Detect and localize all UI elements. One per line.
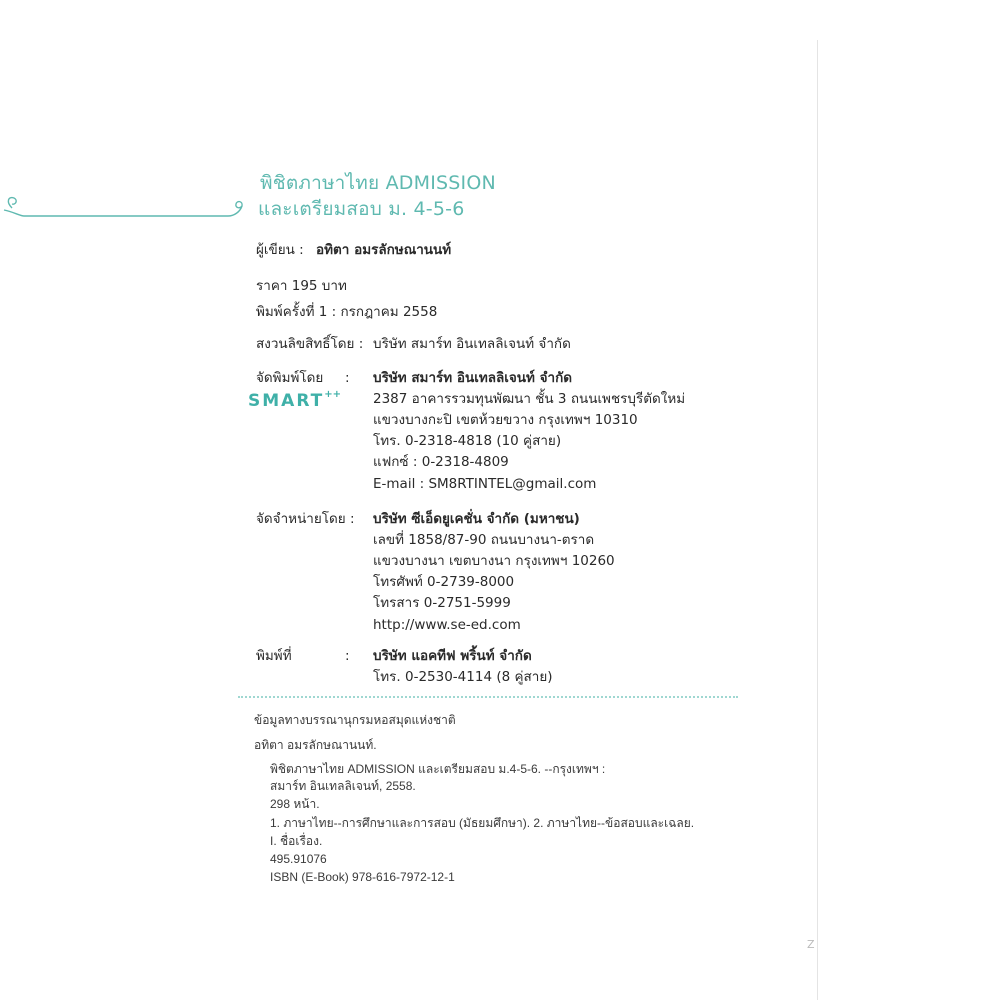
printer-colon: :	[345, 648, 350, 664]
publisher-fax: แฟกซ์ : 0-2318-4809	[373, 454, 509, 470]
cataloging-line2: สมาร์ท อินเทลลิเจนท์, 2558.	[270, 779, 416, 793]
publisher-label: จัดพิมพ์โดย	[256, 370, 324, 386]
book-title-line2: และเตรียมสอบ ม. 4-5-6	[258, 198, 465, 220]
distributor-address2: แขวงบางนา เขตบางนา กรุงเทพฯ 10260	[373, 553, 615, 569]
smart-logo	[248, 391, 341, 411]
distributor-name: บริษัท ซีเอ็ดยูเคชั่น จำกัด (มหาชน)	[373, 511, 580, 527]
price: ราคา 195 บาท	[256, 278, 347, 294]
cataloging-line3: 298 หน้า.	[270, 797, 320, 811]
cataloging-author: อทิตา อมรลักษณานนท์.	[254, 738, 377, 752]
smart-logo-sup: ++	[324, 389, 342, 401]
copyright-label: สงวนลิขสิทธิ์โดย :	[256, 336, 364, 352]
publisher-name: บริษัท สมาร์ท อินเทลลิเจนท์ จำกัด	[373, 370, 573, 386]
cataloging-isbn: ISBN (E-Book) 978-616-7972-12-1	[270, 870, 455, 884]
page-edge-line	[817, 40, 818, 1000]
cataloging-line6: 495.91076	[270, 852, 327, 866]
printer-label: พิมพ์ที่	[256, 648, 292, 664]
author-label: ผู้เขียน :	[256, 242, 304, 258]
distributor-phone: โทรศัพท์ 0-2739-8000	[373, 574, 515, 590]
book-title-line1: พิชิตภาษาไทย ADMISSION	[260, 172, 496, 194]
page-mark: Z	[807, 938, 815, 951]
cataloging-heading: ข้อมูลทางบรรณานุกรมหอสมุดแห่งชาติ	[254, 713, 456, 727]
printer-phone: โทร. 0-2530-4114 (8 คู่สาย)	[373, 669, 553, 685]
publisher-email: E-mail : SM8RTINTEL@gmail.com	[373, 476, 597, 492]
distributor-address1: เลขที่ 1858/87-90 ถนนบางนา-ตราด	[373, 532, 595, 548]
title-ornament	[0, 196, 252, 220]
book-title	[244, 170, 494, 222]
cataloging-line1: พิชิตภาษาไทย ADMISSION และเตรียมสอบ ม.4-5-6. --กรุงเทพฯ :	[270, 762, 606, 776]
distributor-website: http://www.se-ed.com	[373, 617, 521, 633]
distributor-label: จัดจำหน่ายโดย :	[256, 511, 355, 527]
section-divider	[238, 696, 738, 698]
copyright-value: บริษัท สมาร์ท อินเทลลิเจนท์ จำกัด	[373, 336, 571, 352]
cataloging-line4: 1. ภาษาไทย--การศึกษาและการสอบ (มัธยมศึกษา). 2. ภาษาไทย--ข้อสอบและเฉลย.	[270, 816, 695, 830]
publisher-address1: 2387 อาคารรวมทุนพัฒนา ชั้น 3 ถนนเพชรบุรีตัดใหม่	[373, 391, 686, 407]
publisher-colon: :	[345, 370, 350, 386]
printer-name: บริษัท แอคทีฟ พริ้นท์ จำกัด	[373, 648, 532, 664]
author-row	[256, 240, 451, 261]
author-name: อทิตา อมรลักษณานนท์	[316, 242, 452, 258]
publisher-phone: โทร. 0-2318-4818 (10 คู่สาย)	[373, 433, 562, 449]
distributor-fax: โทรสาร 0-2751-5999	[373, 595, 511, 611]
smart-logo-text: SMART	[248, 391, 325, 411]
publisher-address2: แขวงบางกะปิ เขตห้วยขวาง กรุงเทพฯ 10310	[373, 412, 638, 428]
cataloging-line5: I. ชื่อเรื่อง.	[270, 834, 323, 848]
edition: พิมพ์ครั้งที่ 1 : กรกฎาคม 2558	[256, 304, 438, 320]
